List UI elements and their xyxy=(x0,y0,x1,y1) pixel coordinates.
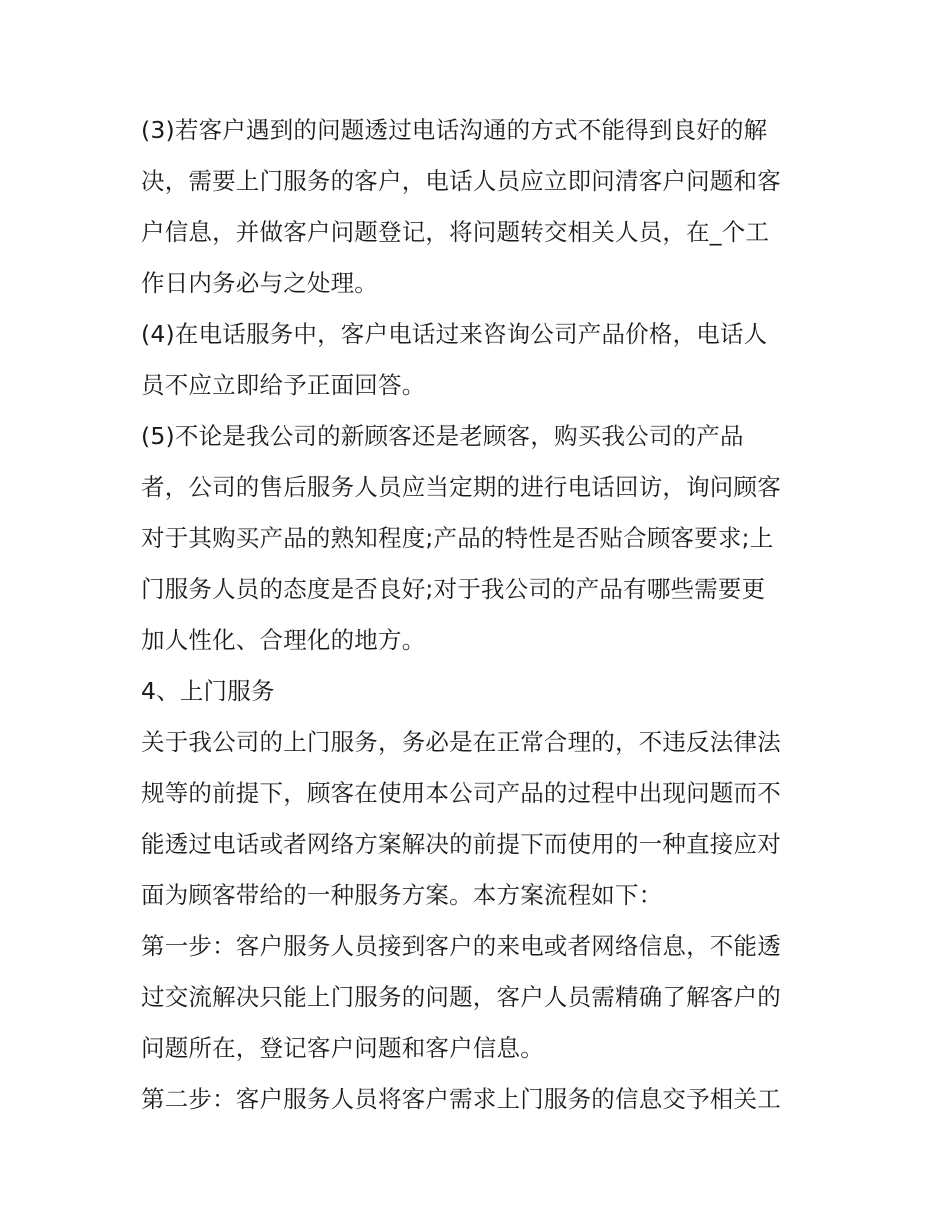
text-line: 过交流解决只能上门服务的问题，客户人员需精确了解客户的 xyxy=(141,983,781,1011)
text-line: 门服务人员的态度是否良好;对于我公司的产品有哪些需要更 xyxy=(141,575,766,603)
text-line: 第二步：客户服务人员将客户需求上门服务的信息交予相关工 xyxy=(141,1085,781,1113)
text-line: (3)若客户遇到的问题透过电话沟通的方式不能得到良好的解 xyxy=(141,116,768,144)
text-line: 规等的前提下，顾客在使用本公司产品的过程中出现问题而不 xyxy=(141,779,781,807)
text-line: 员不应立即给予正面回答。 xyxy=(141,371,426,399)
text-line: (5)不论是我公司的新顾客还是老顾客，购买我公司的产品 xyxy=(141,422,744,450)
text-line: 户信息，并做客户问题登记，将问题转交相关人员，在_个工 xyxy=(141,218,770,246)
text-line: 者，公司的售后服务人员应当定期的进行电话回访，询问顾客 xyxy=(141,473,781,501)
section-heading: 4、上门服务 xyxy=(141,677,275,705)
text-line: 问题所在，登记客户问题和客户信息。 xyxy=(141,1034,544,1062)
text-line: 能透过电话或者网络方案解决的前提下而使用的一种直接应对 xyxy=(141,830,781,858)
text-line: 关于我公司的上门服务，务必是在正常合理的，不违反法律法 xyxy=(141,728,781,756)
text-line: 对于其购买产品的熟知程度;产品的特性是否贴合顾客要求;上 xyxy=(141,524,774,552)
text-line: 第一步：客户服务人员接到客户的来电或者网络信息，不能透 xyxy=(141,932,781,960)
text-line: 加人性化、合理化的地方。 xyxy=(141,626,426,654)
text-line: 决，需要上门服务的客户，电话人员应立即问清客户问题和客 xyxy=(141,167,781,195)
text-line: 面为顾客带给的一种服务方案。本方案流程如下： xyxy=(141,881,663,909)
document-body xyxy=(141,105,821,1125)
text-line: 作日内务必与之处理。 xyxy=(141,269,378,297)
text-line: (4)在电话服务中，客户电话过来咨询公司产品价格，电话人 xyxy=(141,320,768,348)
